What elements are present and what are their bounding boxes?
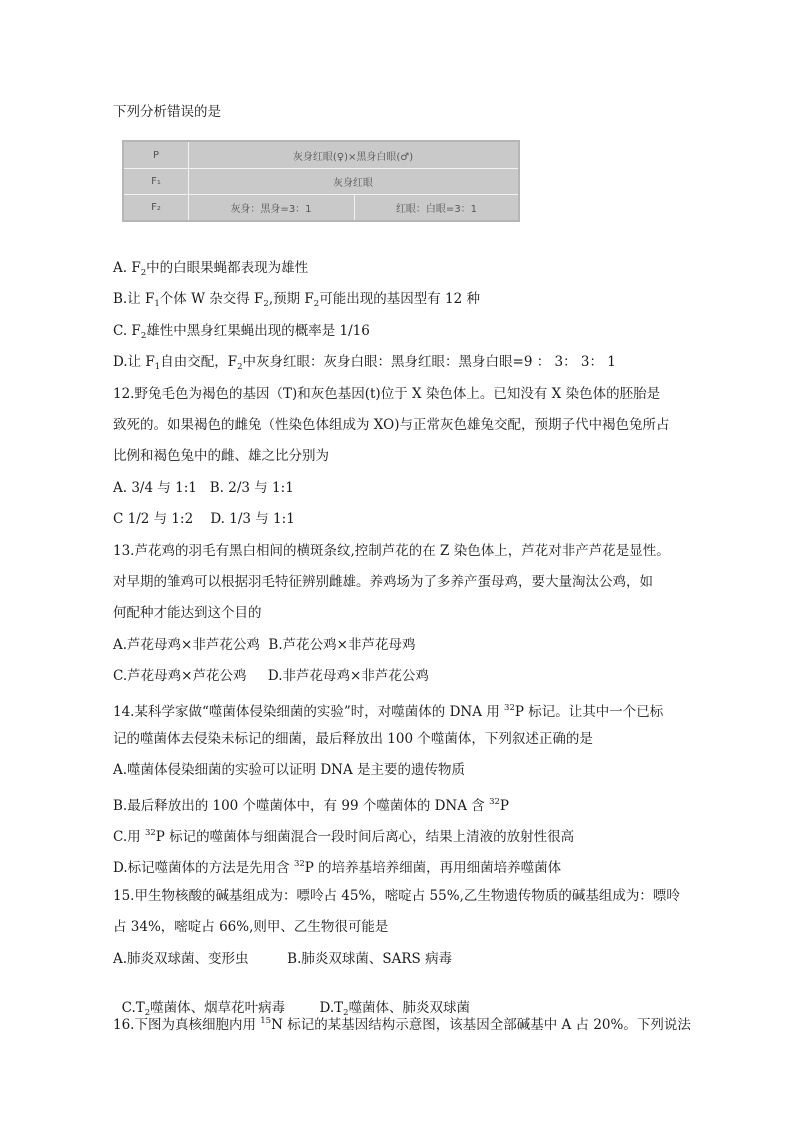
q14-option-d: D.标记噬菌体的方法是先用含 $^{32}$P 的培养基培养细菌，再用细菌培养噬菌体 — [113, 859, 562, 876]
q11-option-d: D.让 $F_1$自由交配，$F_2$中灰身红眼：灰身白眼：黑身红眼：黑身白眼=9 ： 3： 3： 1 — [113, 354, 616, 372]
q16-stem-line: 16.下图为真核细胞内用 $^{15}$N 标记的某基因结构示意图，该基因全部碱基中 A 占 20%。下列说法 — [113, 1016, 691, 1033]
q13-stem-line: 13.芦花鸡的羽毛有黑白相间的横斑条纹,控制芦花的在 Z 染色体上，芦花对非产芦花是显性。 — [113, 543, 670, 559]
table-row — [124, 168, 518, 195]
q11-option-c: C. $F_2$雄性中黑身红果蝇出现的概率是 1/16 — [113, 323, 370, 341]
q15-options-ab: A.肺炎双球菌、变形虫 B.肺炎双球菌、SARS 病毒 — [113, 951, 453, 967]
q13-stem-line: 何配种才能达到这个目的 — [113, 605, 262, 621]
q13-options-cd: C.芦花母鸡×芦花公鸡 D.非芦花母鸡×非芦花公鸡 — [113, 668, 429, 684]
q12-stem-line: 致死的。如果褐色的雌兔（性染色体组成为 XO)与正常灰色雄兔交配，预期子代中褐色兔所占 — [113, 417, 670, 433]
table-row-head: F₁ — [124, 168, 189, 194]
q14-option-c: C.用 $^{32}$P 标记的噬菌体与细菌混合一段时间后离心，结果上清液的放射性很高 — [113, 828, 575, 845]
q14-stem-line: 记的噬菌体去侵染未标记的细菌，最后释放出 100 个噬菌体，下列叙述正确的是 — [113, 731, 593, 747]
q15-stem-line: 占 34%，嘧啶占 66%,则甲、乙生物很可能是 — [113, 919, 389, 935]
table-cell: 灰身红眼 — [333, 177, 373, 189]
table-row — [124, 194, 518, 220]
q11-option-b: B.让 $F_1$个体 W 杂交得 $F_2$,预期 $F_2$可能出现的基因型有 12 种 — [113, 291, 480, 309]
q13-options-ab: A.芦花母鸡×非芦花公鸡 B.芦花公鸡×非芦花母鸡 — [113, 637, 416, 653]
q14-option-b: B.最后释放出的 100 个噬菌体中，有 99 个噬菌体的 DNA 含 $^{32}$P — [113, 797, 510, 814]
table-cell: 灰身红眼(♀)×黑身白眼(♂) — [292, 151, 414, 163]
intro-text: 下列分析错误的是 — [113, 104, 221, 120]
table-cell: 红眼：白眼=3：1 — [395, 203, 478, 215]
q12-stem-line: 比例和褐色兔中的雌、雄之比分别为 — [113, 448, 329, 464]
q12-options-ab: A. 3/4 与 1:1 B. 2/3 与 1:1 — [113, 480, 294, 496]
table-row — [124, 142, 518, 169]
cross-result-table — [122, 140, 520, 222]
q15-options-cd: $C.T_2$噬菌体、烟草花叶病毒 $D.T_2$噬菌体、肺炎双球菌 — [121, 1000, 471, 1018]
q12-stem-line: 12.野兔毛色为褐色的基因（T)和灰色基因(t)位于 X 染色体上。已知没有 X 染色体的胚胎是 — [113, 386, 661, 402]
q14-stem-line: 14.某科学家做“噬菌体侵染细菌的实验”时，对噬菌体的 DNA 用 $^{32}$P 标记。让其中一个已标 — [113, 703, 664, 720]
q12-options-cd: C 1/2 与 1:2 D. 1/3 与 1:1 — [113, 511, 295, 527]
table-row-head: F₂ — [124, 194, 189, 220]
q15-stem-line: 15.甲生物核酸的碱基组成为：嘌呤占 45%，嘧啶占 55%,乙生物遗传物质的碱基组成为：嘌呤 — [113, 888, 680, 904]
table-row-head: P — [124, 142, 189, 168]
q13-stem-line: 对早期的雏鸡可以根据羽毛特征辨别雌雄。养鸡场为了多养产蛋母鸡，要大量淘汰公鸡，如 — [113, 574, 653, 590]
q14-option-a: A.噬菌体侵染细菌的实验可以证明 DNA 是主要的遗传物质 — [113, 762, 466, 778]
q11-option-a: A. $F_2$中的白眼果蝇都表现为雄性 — [113, 260, 309, 278]
table-cell: 灰身：黑身=3：1 — [188, 194, 355, 220]
